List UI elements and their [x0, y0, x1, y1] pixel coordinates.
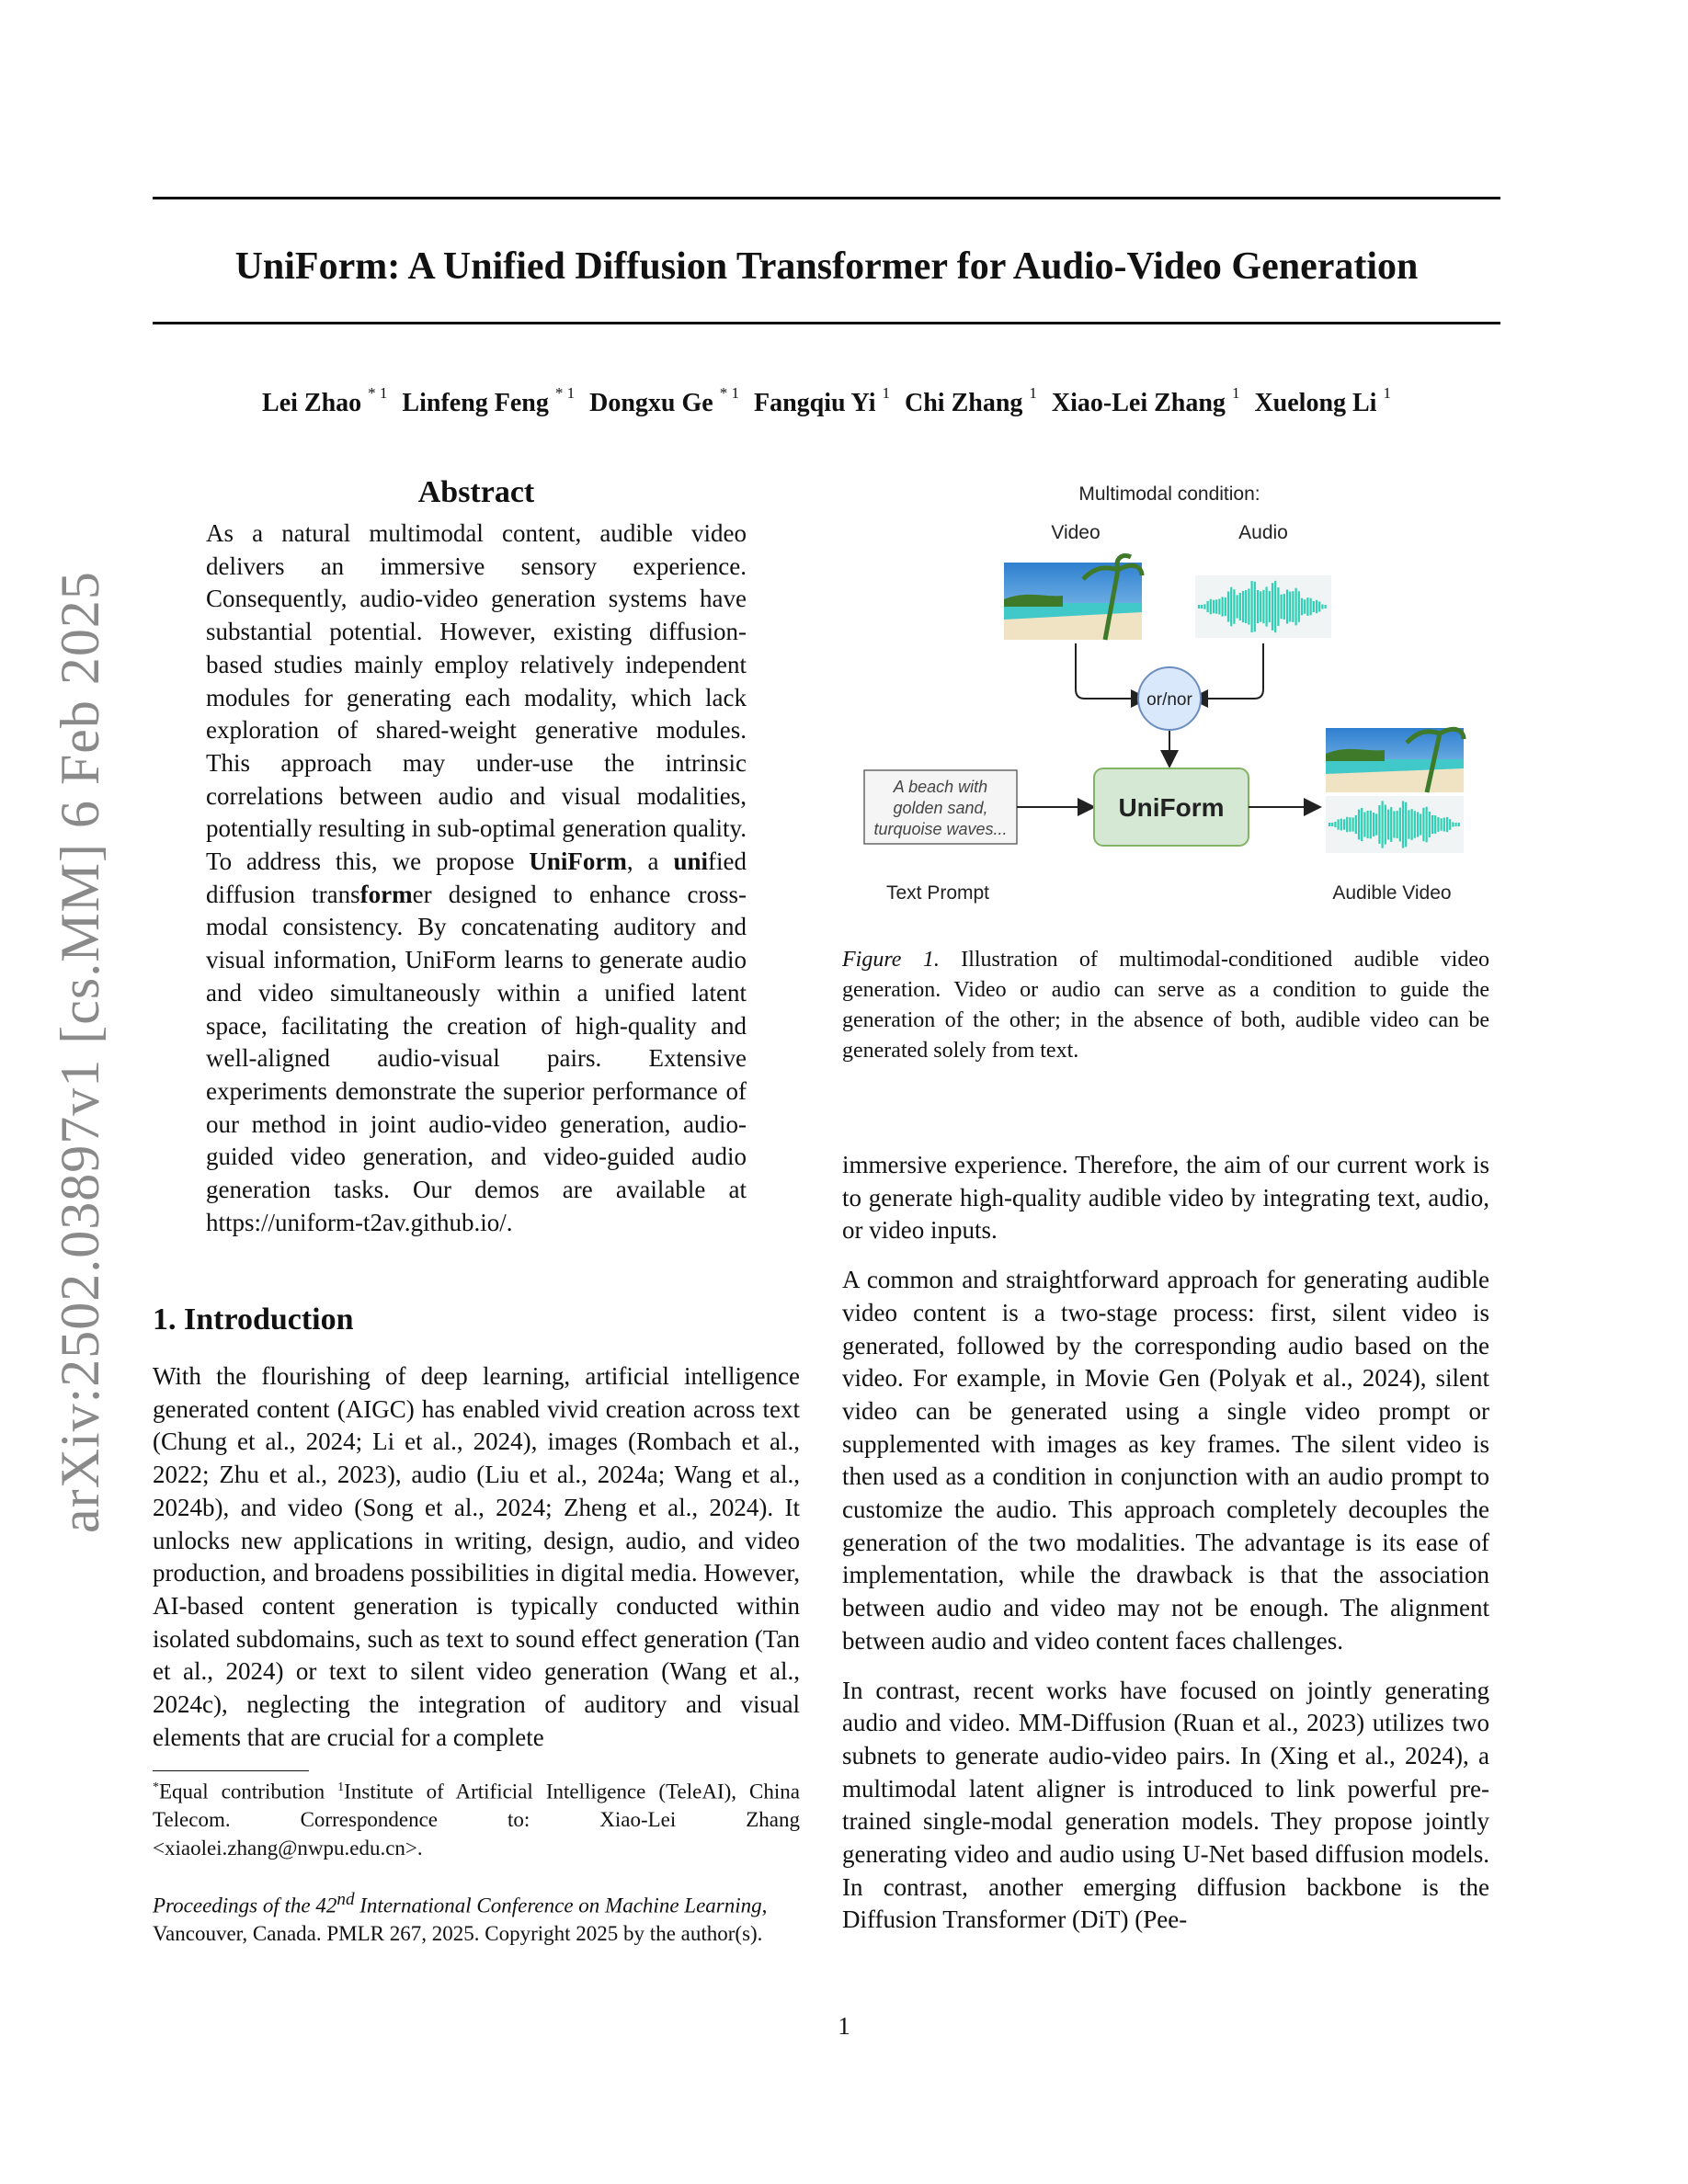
title-rule [153, 322, 1500, 324]
uniform-box-label: UniForm [1118, 793, 1225, 822]
page-number: 1 [838, 2012, 850, 2040]
paper-title: UniForm: A Unified Diffusion Transformer for Audio-Video Generation [234, 245, 1419, 288]
author-name-text: Xuelong Li [1254, 389, 1377, 418]
introduction-text-right [842, 1149, 1489, 1953]
author-name [1051, 384, 1240, 418]
author-name [1254, 384, 1391, 418]
introduction-paragraph: immersive experience. Therefore, the aim of our current work is to generate high-quality audible video by integrating text, audio, or video inputs. [842, 1151, 1489, 1245]
author-affiliation-mark: * 1 [719, 384, 739, 402]
author-name [905, 384, 1037, 418]
introduction-heading: 1. Introduction [153, 1302, 354, 1337]
author-affiliation-mark: * 1 [368, 384, 388, 402]
author-affiliation-mark: 1 [1383, 384, 1391, 402]
prompt-line-2: golden sand, [893, 799, 988, 817]
arxiv-identifier: arXiv:2502.03897v1 [cs.MM] 6 Feb 2025 [50, 571, 110, 1533]
multimodal-condition-label: Multimodal condition: [1078, 483, 1260, 505]
or-nor-label: or/nor [1146, 690, 1192, 710]
audio-waveform [1195, 575, 1331, 638]
prompt-line-3: turquoise waves... [873, 820, 1008, 838]
top-rule [153, 197, 1500, 199]
author-affiliation-mark: 1 [1231, 384, 1240, 402]
author-name-text: Chi Zhang [905, 389, 1023, 418]
author-affiliation-mark: * 1 [554, 384, 576, 402]
video-label: Video [1051, 522, 1101, 543]
author-name-text: Dongxu Ge [589, 389, 713, 418]
abstract-text: As a natural multimodal content, audible video delivers an immersive sensory experience. Consequently, audio-video generation systems have substantial potential. However, existing diffusion-based studies mainly employ relatively independent modules for generating each modality, which lack exploration of shared-weight generative modules. This approach may under-use the intrinsic correlations between audio and visual modalities, potentially resulting in sub-optimal generation quality. To address this, we propose UniForm, a unified diffusion transformer designed to enhance cross-modal consistency. By concatenating auditory and visual information, UniForm learns to generate audio and video simultaneously within a unified latent space, facilitating the creation of high-quality and well-aligned audio-visual pairs. Extensive experiments demonstrate the superior performance of our method in joint audio-video generation, audio-guided video generation, and video-guided audio generation tasks. Our demos are available at https://uniform-t2av.github.io/. [206, 519, 747, 1236]
author-name [753, 384, 890, 418]
author-affiliation-mark: 1 [882, 384, 890, 402]
author-name-text: Lei Zhao [262, 389, 362, 418]
figure-1-diagram [842, 469, 1489, 910]
introduction-text-left: With the flourishing of deep learning, artificial intelligence generated content (AIGC) has enabled vivid creation across text (Chung et al., 2024; Li et al., 2024), images (Rombach et al., 2022; Zhu et al., 2023), audio (Liu et al., 2024a; Wang et al., 2024b), and video (Song et al., 2024; Zheng et al., 2024). It unlocks new applications in writing, design, audio, and video production, and broadens possibilities in digital media. However, AI-based content generation is typically conducted within isolated subdomains, such as text to sound effect generation (Tan et al., 2024) or text to silent video generation (Wang et al., 2024c), neglecting the integration of auditory and visual elements that are crucial for a complete [153, 1362, 800, 1751]
proceedings-note: Proceedings of the 42nd International Conference on Machine Learning, Vancouver, Canada. PMLR 267, 2025. Copyright 2025 by the author(s). [153, 1890, 768, 1946]
abstract-heading: Abstract [417, 475, 535, 509]
audible-video-label: Audible Video [1332, 882, 1452, 904]
introduction-paragraph: In contrast, recent works have focused on jointly generating audio and video. MM-Diffusion (Ruan et al., 2023) utilizes two subnets to generate audio-video pairs. In (Xing et al., 2024), a multimodal latent aligner is introduced to link powerful pre-trained single-modal generation models. They propose jointly generating video and audio using U-Net based diffusion models. In contrast, another emerging diffusion backbone is the Diffusion Transformer (DiT) (Pee- [842, 1676, 1489, 1934]
author-name [589, 384, 739, 418]
footnote: *Equal contribution $^1$Institute of Artificial Intelligence (TeleAI), China Telecom. Correspondence to: Xiao-Lei Zhang <xiaolei.zhang@nwpu.edu.cn>. [153, 1780, 800, 1860]
author-name-text: Fangqiu Yi [753, 389, 876, 418]
prompt-line-1: A beach with [893, 778, 988, 796]
output-audio-waveform [1326, 796, 1464, 853]
footnote-rule [153, 1770, 309, 1771]
text-prompt-label: Text Prompt [885, 882, 990, 904]
audio-to-ornor-arrow [1193, 643, 1263, 699]
author-affiliation-mark: 1 [1029, 384, 1037, 402]
author-name-text: Linfeng Feng [402, 389, 549, 418]
author-list [153, 377, 1500, 424]
video-thumbnail [1004, 556, 1142, 640]
introduction-paragraph: A common and straightforward approach for generating audible video content is a two-stage process: first, silent video is generated, followed by the corresponding audio based on the video. For example, in Movie Gen (Polyak et al., 2024), silent video can be generated using a single video prompt or supplemented with images as key frames. The silent video is then used as a condition in conjunction with an audio prompt to customize the audio. This approach completely decouples the generation of the two modalities. The advantage is its ease of implementation, while the drawback is that the association between audio and video may not be enough. The alignment between audio and video content faces challenges. [842, 1266, 1489, 1655]
author-name-text: Xiao-Lei Zhang [1051, 389, 1226, 418]
author-name [262, 384, 388, 418]
output-video-thumbnail [1326, 728, 1464, 792]
figure-1-caption: Figure 1. Illustration of multimodal-conditioned audible video generation. Video or audio can serve as a condition to guide the generation of the other; in the absence of both, audible video can be generated solely from text. [842, 948, 1489, 1063]
audio-label: Audio [1238, 522, 1288, 543]
video-to-ornor-arrow [1076, 643, 1146, 699]
author-name [402, 384, 576, 418]
